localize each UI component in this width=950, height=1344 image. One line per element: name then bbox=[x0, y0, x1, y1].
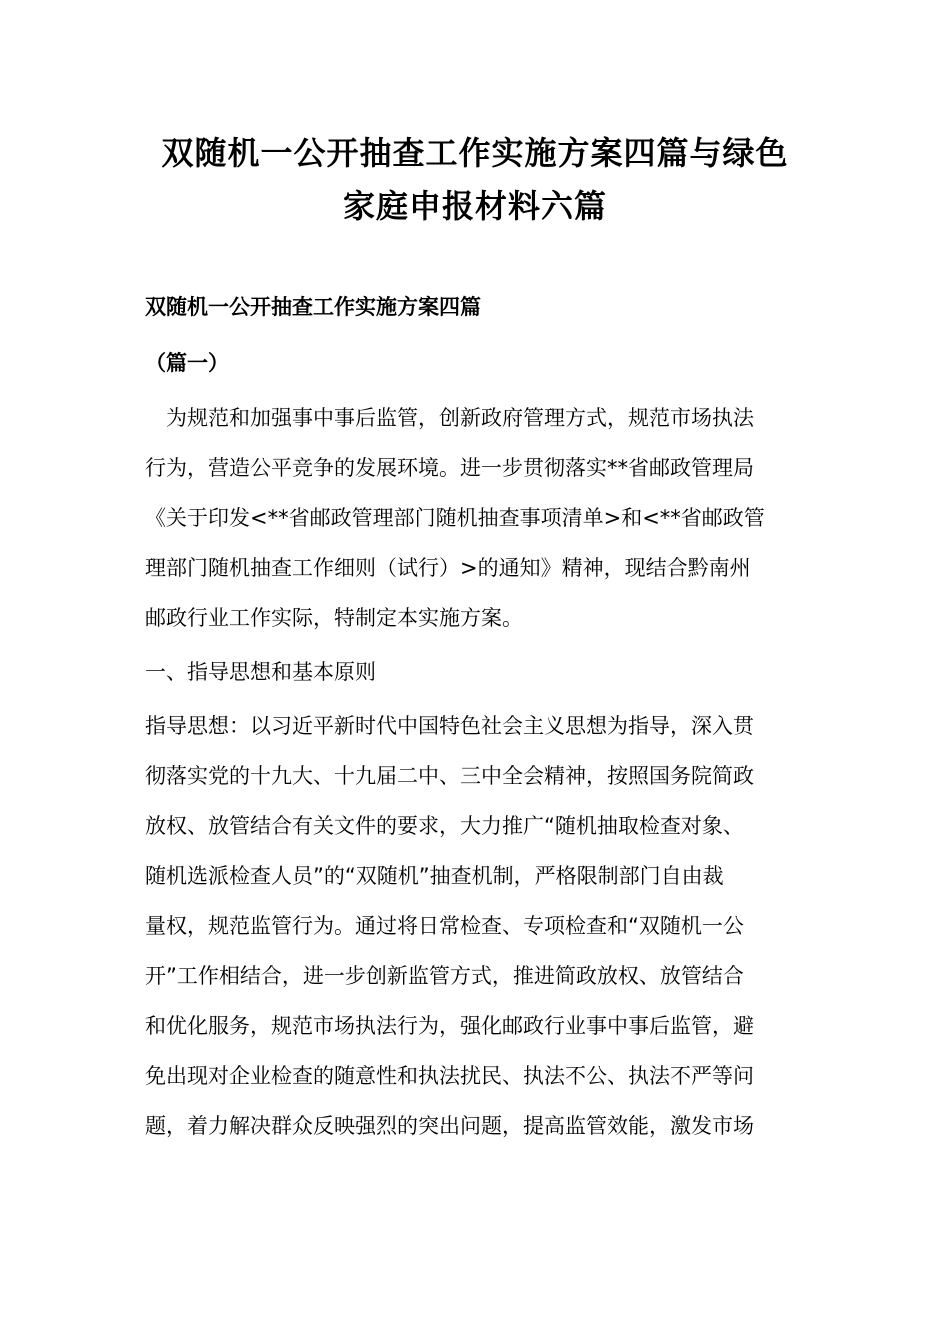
heading-guiding-principles-text: 一、指导思想和基本原则 bbox=[145, 660, 376, 684]
paragraph-1-line-3: 《关于印发<**省邮政管理部门随机抽查事项清单>和<**省邮政管 bbox=[145, 506, 765, 530]
paragraph-2-line-8: 免出现对企业检查的随意性和执法扰民、执法不公、执法不严等问 bbox=[145, 1064, 754, 1088]
paragraph-2-line-9: 题，着力解决群众反映强烈的突出问题，提高监管效能，激发市场 bbox=[145, 1114, 754, 1138]
sub-heading: （篇一） bbox=[145, 351, 229, 375]
paragraph-1 bbox=[145, 393, 805, 643]
paragraph-2-line-3: 放权、放管结合有关文件的要求，大力推广“随机抽取检查对象、 bbox=[145, 814, 744, 838]
paragraph-2-line-6: 开”工作相结合，进一步创新监管方式，推进简政放权、放管结合 bbox=[145, 964, 744, 988]
section-heading: 双随机一公开抽查工作实施方案四篇 bbox=[145, 295, 481, 319]
paragraph-2-line-2: 彻落实党的十九大、十九届二中、三中全会精神，按照国务院简政 bbox=[145, 764, 754, 788]
paragraph-1-line-1: 为规范和加强事中事后监管，创新政府管理方式，规范市场执法 bbox=[145, 406, 754, 430]
paragraph-2-line-1: 指导思想：以习近平新时代中国特色社会主义思想为指导，深入贯 bbox=[145, 714, 754, 738]
paragraph-2-line-4: 随机选派检查人员”的“双随机”抽查机制，严格限制部门自由裁 bbox=[145, 864, 724, 888]
paragraph-2-line-5: 量权，规范监管行为。通过将日常检查、专项检查和“双随机一公 bbox=[145, 914, 744, 938]
heading-guiding-principles bbox=[145, 647, 805, 697]
document-title-line-1: 双随机一公开抽查工作实施方案四篇与绿色 bbox=[161, 134, 789, 172]
paragraph-2 bbox=[145, 701, 805, 1151]
paragraph-1-line-5: 邮政行业工作实际，特制定本实施方案。 bbox=[145, 606, 523, 630]
document-title bbox=[120, 127, 830, 233]
paragraph-2-line-7: 和优化服务，规范市场执法行为，强化邮政行业事中事后监管，避 bbox=[145, 1014, 754, 1038]
paragraph-1-line-4: 理部门随机抽查工作细则（试行）>的通知》精神，现结合黔南州 bbox=[145, 556, 751, 580]
document-title-line-2: 家庭申报材料六篇 bbox=[342, 187, 607, 225]
paragraph-1-line-2: 行为，营造公平竞争的发展环境。进一步贯彻落实**省邮政管理局 bbox=[145, 456, 754, 480]
